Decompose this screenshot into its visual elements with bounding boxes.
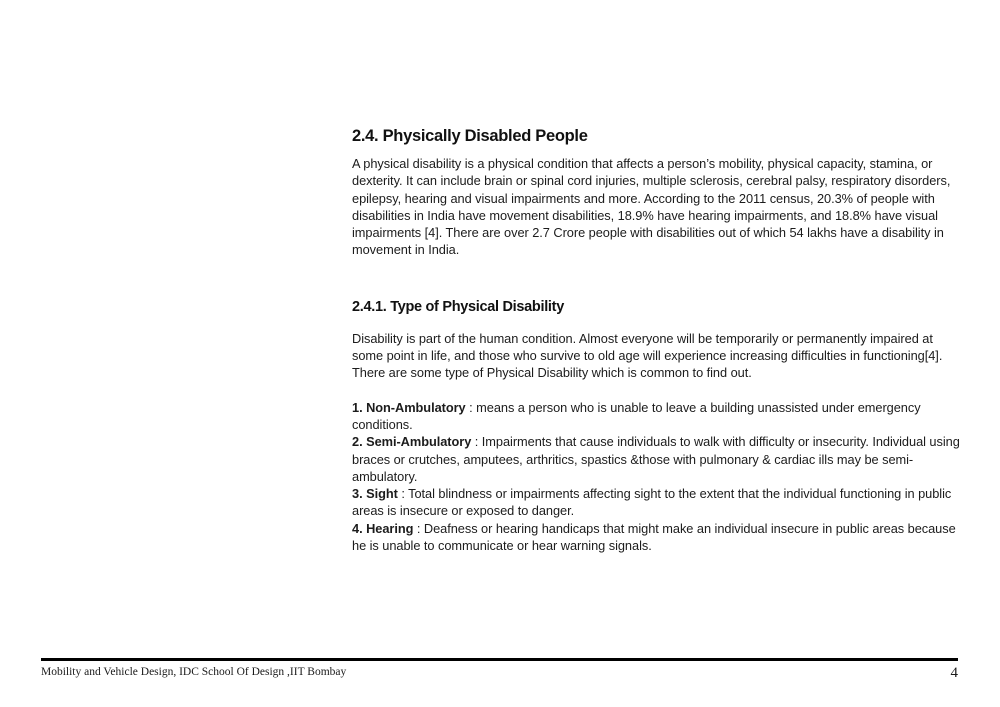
list-item-term: 4. Hearing (352, 520, 414, 536)
list-item-description: : means a person who is unable to leave a building unassisted under emergency conditions. (352, 399, 921, 432)
list-item-term: 3. Sight (352, 486, 398, 502)
list-item-hearing (352, 520, 960, 555)
list-item-description: : Impairments that cause individuals to walk with difficulty or insecurity. Individual using braces or crutches, amputees, arthritics, spastics &those with pulmonary & cardiac ills may be semi-ambulatory. (352, 434, 960, 484)
footer-document-title: Mobility and Vehicle Design, IDC School Of Design ,IIT Bombay (41, 666, 347, 678)
list-item-description: : Total blindness or impairments affecting sight to the extent that the individual functioning in public areas is insecure or exposed to danger. (352, 486, 952, 519)
subsection-heading: 2.4.1. Type of Physical Disability (352, 298, 564, 315)
list-item-description: : Deafness or hearing handicaps that might make an individual insecure in public areas because he is unable to communicate or hear warning signals. (352, 520, 956, 554)
page-number: 4 (950, 665, 958, 681)
disability-type-list (352, 399, 960, 555)
list-item-term: 2. Semi-Ambulatory (352, 434, 472, 450)
page-content (352, 127, 960, 554)
page-footer (41, 658, 958, 681)
subsection-paragraph: Disability is part of the human condition. Almost everyone will be temporarily or permanently impaired at some point in life, and those who survive to old age will experience increasing difficulties in functioning[4]. There are some type of Physical Disability which is common to find out. (352, 330, 943, 381)
list-item-semi-ambulatory (352, 433, 960, 485)
list-item-sight (352, 485, 960, 520)
list-item-non-ambulatory (352, 399, 960, 434)
list-item-term: 1. Non-Ambulatory (352, 399, 466, 415)
section-paragraph: A physical disability is a physical condition that affects a person’s mobility, physical capacity, stamina, or dexterity. It can include brain or spinal cord injuries, multiple sclerosis, cerebral palsy, respiratory disorders, epilepsy, hearing and visual impairments and more. According to the 2011 census, 20.3% of people with disabilities in India have movement disabilities, 18.9% have hearing impairments, and 18.8% have visual impairments [4]. There are over 2.7 Crore people with disabilities out of which 54 lakhs have a disability in movement in India. (352, 156, 951, 258)
section-heading: 2.4. Physically Disabled People (352, 127, 588, 145)
